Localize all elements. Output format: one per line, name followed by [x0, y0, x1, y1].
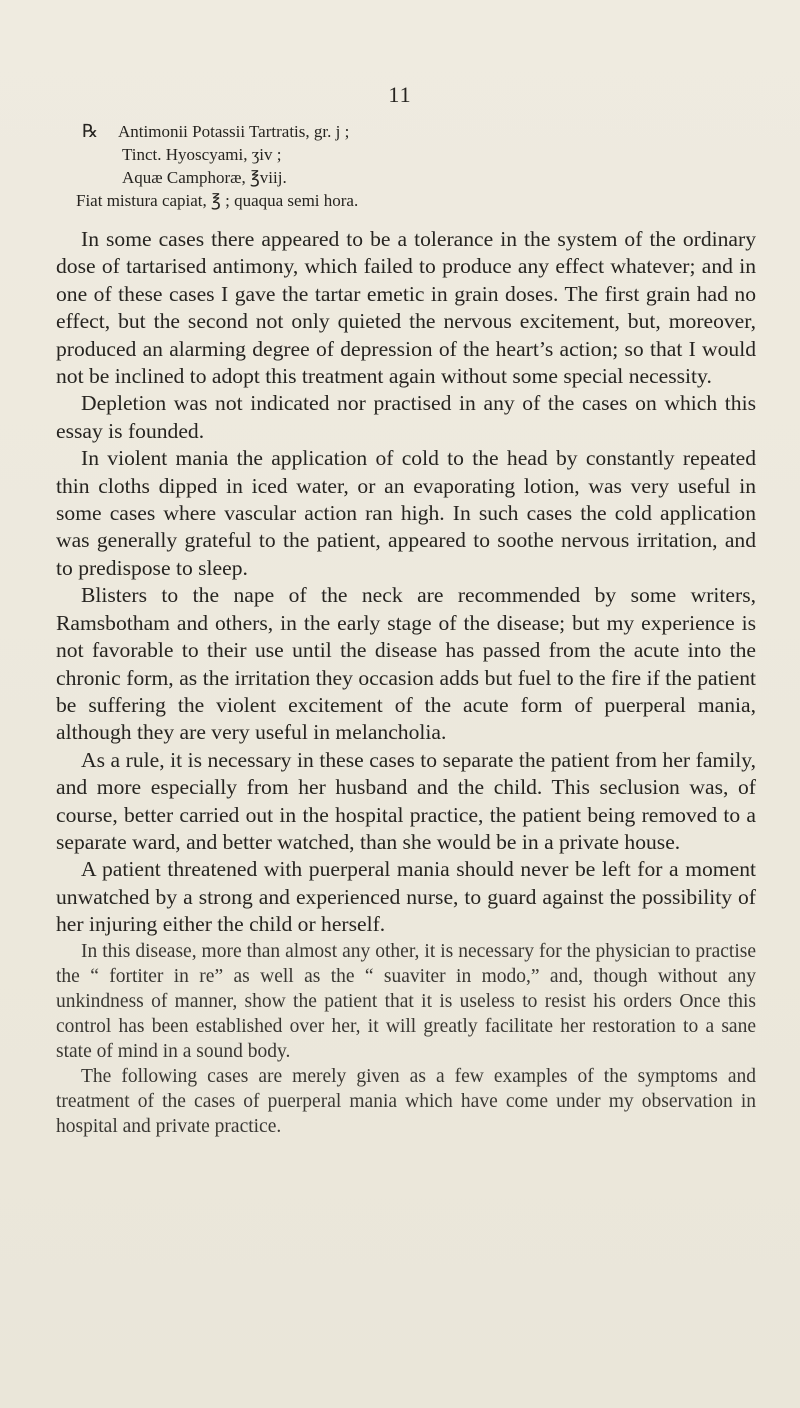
paragraph-nurse: A patient threatened with puerperal mania should never be left for a moment unwatched by a strong and experienced nurse, to guard against the possibility of her injuring either the child or herself.	[56, 857, 756, 937]
prescription-line-3: Aquæ Camphoræ, ℥viij.	[122, 168, 287, 187]
prescription-line-2: Tinct. Hyoscyami, ʒiv ;	[122, 145, 282, 164]
paragraph-blisters: Blisters to the nape of the neck are recommended by some writers, Ramsbotham and others, in the early stage of the disease; but my experience is not favorable to their use until the disease has passed from the acute into the chronic form, as the irritation they occasion adds but fuel to the fire if the patient be suffering the violent excitement of the acute form of puerperal mania, although they are very useful in melancholia.	[56, 583, 756, 745]
paragraph-tolerance: In some cases there appeared to be a tolerance in the system of the ordinary dose of tartarised antimony, which failed to produce any effect whatever; and in one of these cases I gave the tartar emetic in grain doses. The first grain had no effect, but the second not only quieted the nervous excitement, but, moreover, produced an alarming degree of depression of the heart’s action; so that I would not be inclined to adopt this treatment again without some special necessity.	[56, 227, 756, 389]
prescription-directions: Fiat mistura capiat, ℥ ; quaqua semi hora.	[76, 191, 359, 210]
prescription-block	[76, 120, 756, 212]
prescription-line-1	[76, 120, 756, 143]
paragraph-cold-application: In violent mania the application of cold to the head by constantly repeated thin cloths dipped in iced water, or an evaporating lotion, was very useful in some cases where vascular action ran high. In such cases the cold application was generally grateful to the patient, appeared to soothe nervous irritation, and to predispose to sleep.	[56, 446, 756, 580]
recipe-symbol-icon: ℞	[82, 121, 99, 141]
paragraph-depletion: Depletion was not indicated nor practised in any of the cases on which this essay is founded.	[56, 391, 756, 443]
paragraph-following-cases: The following cases are merely given as a few examples of the symptoms and treatment of the cases of puerperal mania which have come under my observation in hospital and private practice.	[56, 1065, 756, 1137]
body-text	[56, 226, 756, 1139]
prescription-ingredient: Antimonii Potassii Tartratis, gr. j ;	[118, 122, 350, 141]
paragraph-separation: As a rule, it is necessary in these cases to separate the patient from her family, and more especially from her husband and the child. This seclusion was, of course, better carried out in the hospital practice, the patient being removed to a separate ward, and better watched, than she would be in a private house.	[56, 747, 756, 854]
page-number: 11	[388, 82, 412, 107]
paragraph-physician-control: In this disease, more than almost any other, it is necessary for the physician to practise the “ fortiter in re” as well as the “ suaviter in modo,” and, though without any unkindness of manner, show the patient that it is useless to resist his orders Once this control has been established over her, it will greatly facilitate her restoration to a sane state of mind in a sound body.	[56, 940, 756, 1062]
